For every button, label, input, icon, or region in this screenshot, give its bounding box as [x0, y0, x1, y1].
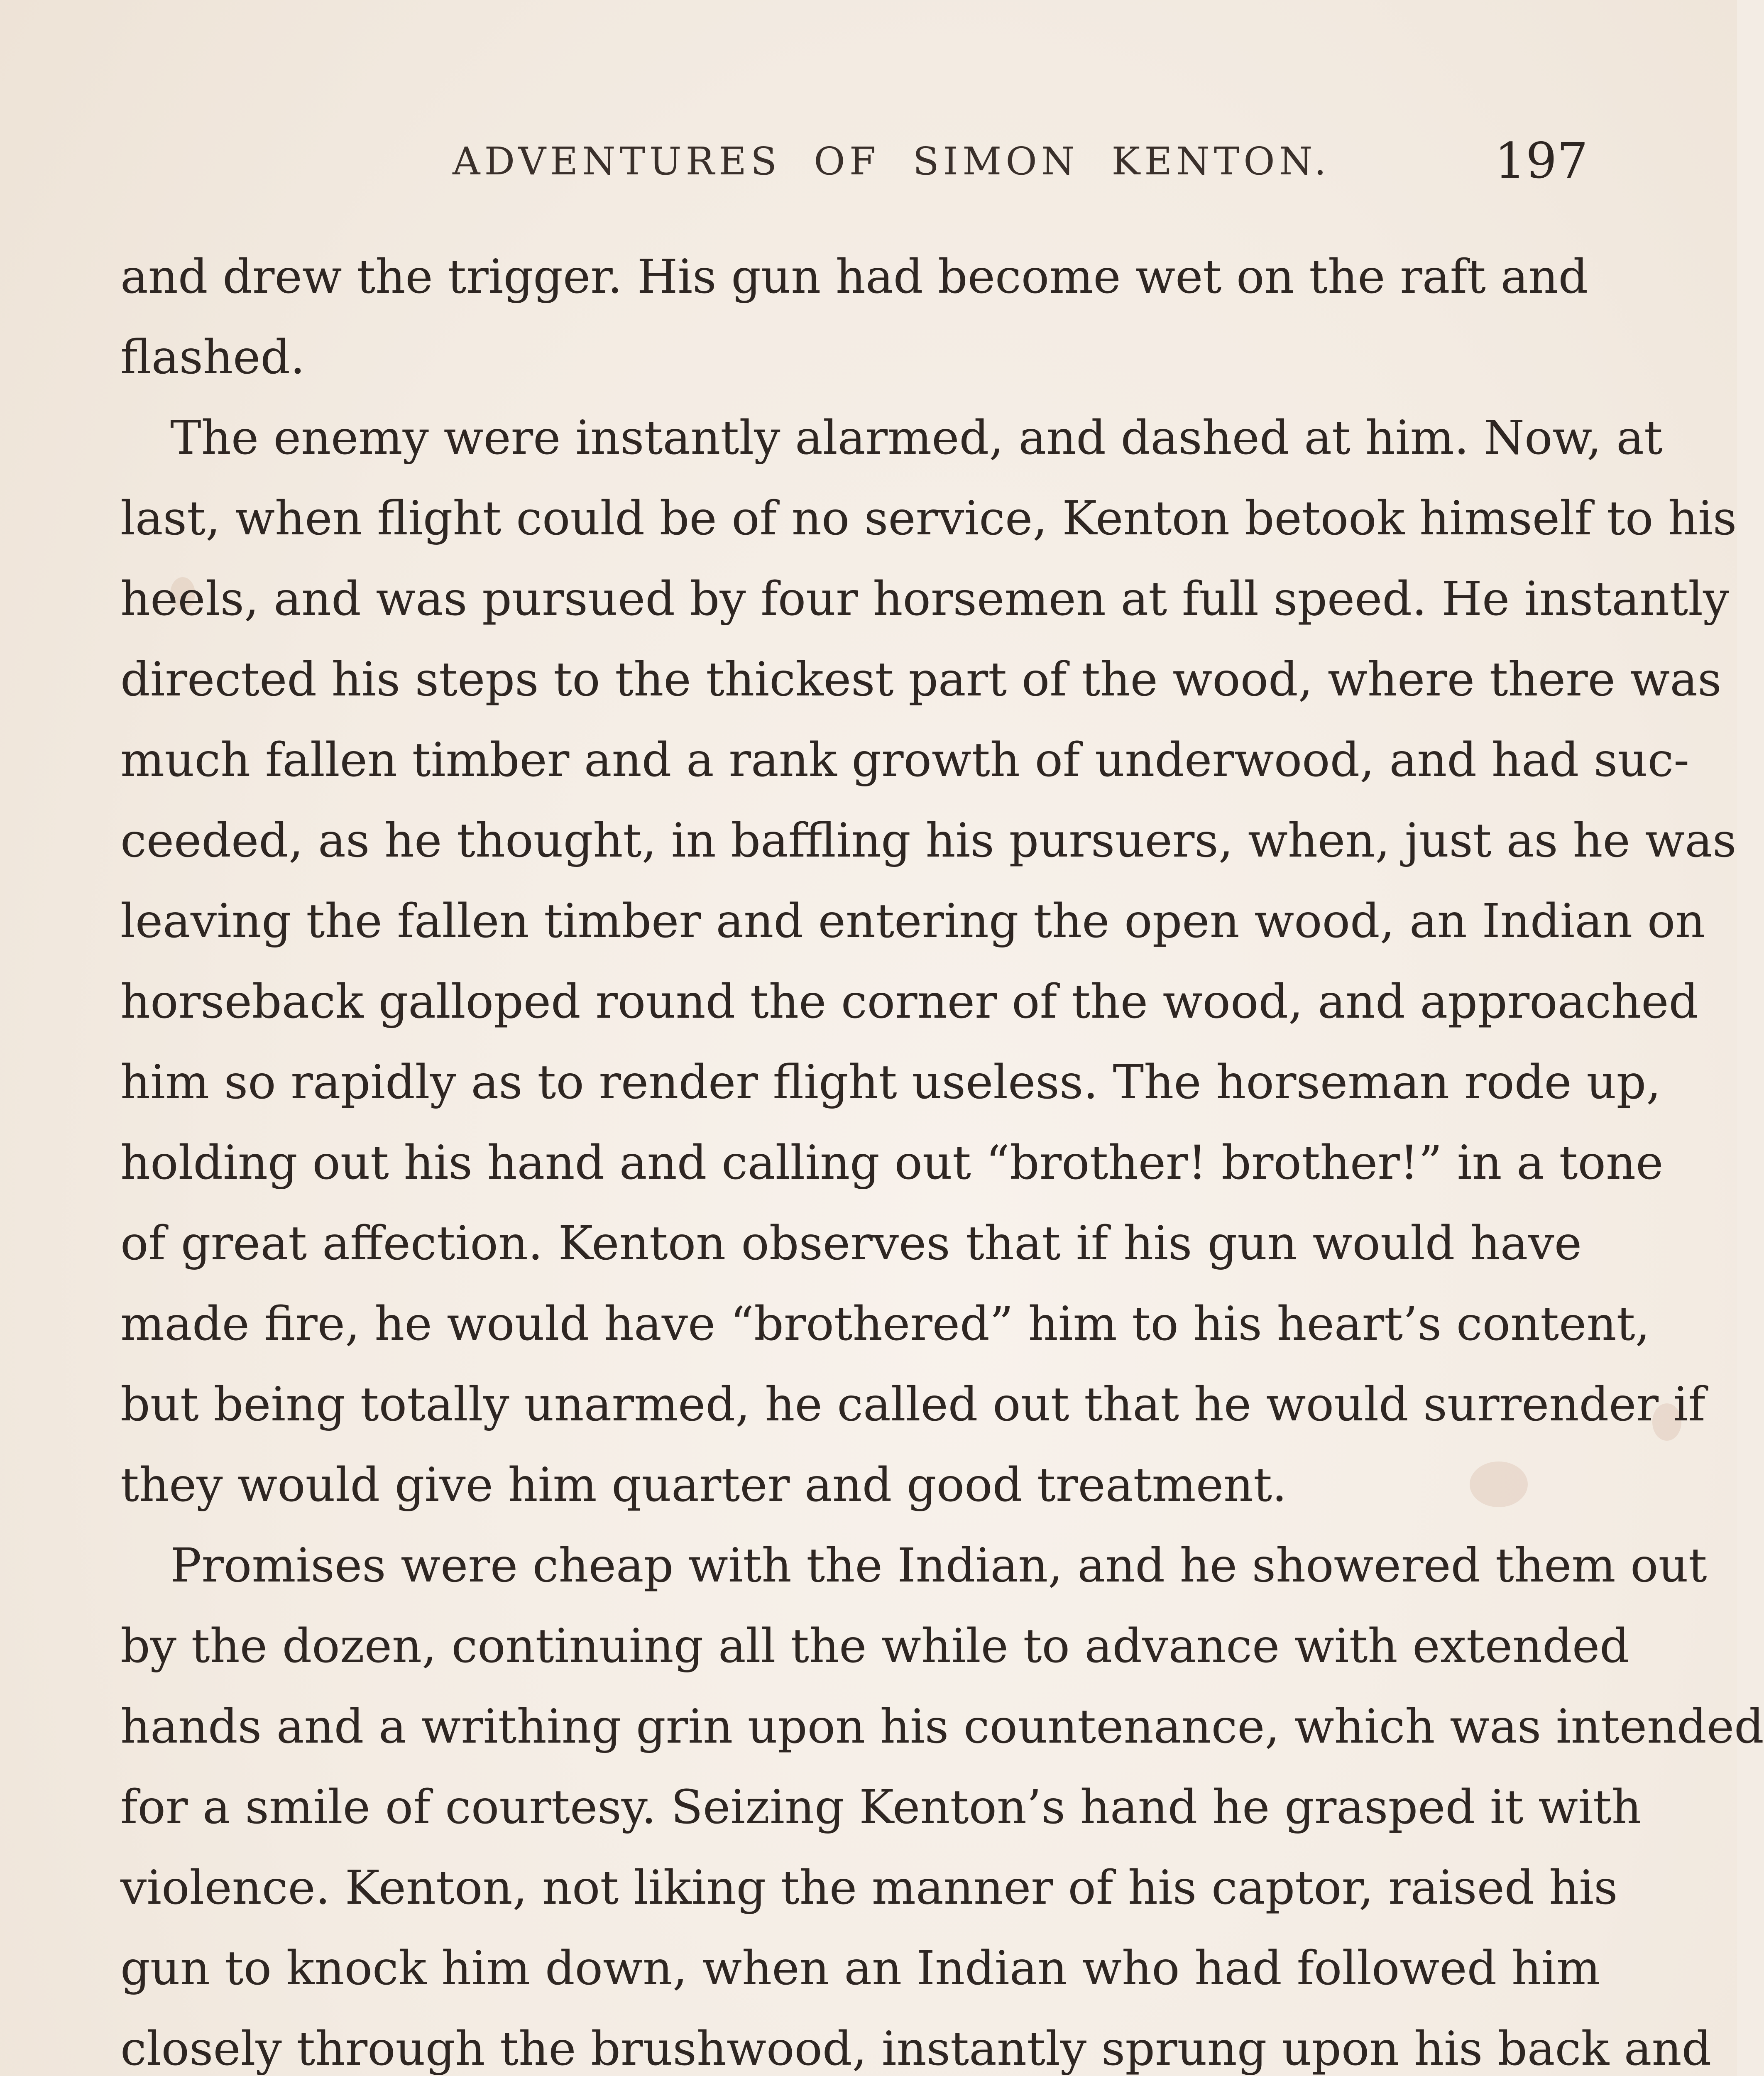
text-line: for a smile of courtesy. Seizing Kenton’s hand he grasped it with — [120, 1780, 1642, 1834]
text-line: made fire, he would have “brothered” him to his heart’s content, — [120, 1297, 1650, 1351]
text-line: Promises were cheap with the Indian, and he showered them out — [170, 1539, 1707, 1593]
text-line: holding out his hand and calling out “brother! brother!” in a tone — [120, 1136, 1664, 1190]
text-line: by the dozen, continuing all the while to advance with extended — [120, 1619, 1629, 1673]
text-line: much fallen timber and a rank growth of underwood, and had suc- — [120, 733, 1690, 787]
text-line: they would give him quarter and good treatment. — [120, 1458, 1287, 1512]
text-line: The enemy were instantly alarmed, and dashed at him. Now, at — [170, 411, 1663, 465]
body-text — [120, 237, 1764, 2076]
text-line: of great affection. Kenton observes that if his gun would have — [120, 1217, 1582, 1271]
text-line: hands and a writhing grin upon his countenance, which was intended — [120, 1700, 1764, 1754]
text-line: ceeded, as he thought, in baffling his pursuers, when, just as he was — [120, 814, 1737, 868]
text-line: horseback galloped round the corner of the wood, and approached — [120, 975, 1699, 1029]
text-line: violence. Kenton, not liking the manner of his captor, raised his — [120, 1861, 1618, 1915]
text-line: directed his steps to the thickest part of the wood, where there was — [120, 653, 1722, 707]
text-line: flashed. — [120, 330, 305, 384]
text-line: but being totally unarmed, he called out that he would surrender if — [120, 1378, 1705, 1432]
text-line: him so rapidly as to render flight useless. The horseman rode up, — [120, 1055, 1661, 1109]
page-number: 197 — [1495, 132, 1588, 189]
running-head: ADVENTURES OF SIMON KENTON. — [453, 139, 1331, 184]
text-line: last, when flight could be of no service, Kenton betook himself to his — [120, 492, 1737, 546]
text-line: gun to knock him down, when an Indian who had followed him — [120, 1941, 1601, 1995]
text-line: and drew the trigger. His gun had become wet on the raft and — [120, 250, 1588, 304]
text-line: leaving the fallen timber and entering the open wood, an Indian on — [120, 894, 1705, 948]
text-line: closely through the brushwood, instantly sprung upon his back and — [120, 2022, 1712, 2076]
text-line: heels, and was pursued by four horsemen at full speed. He instantly — [120, 572, 1730, 626]
